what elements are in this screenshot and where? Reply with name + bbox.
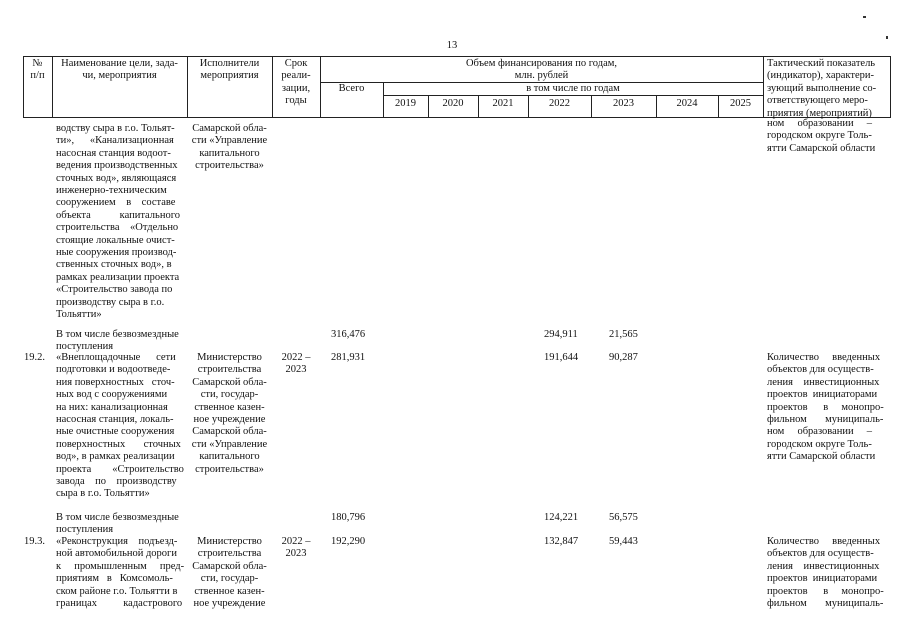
header-year-2021: 2021 — [492, 98, 514, 109]
row-value-2023: 56,575 — [609, 512, 638, 523]
page-number: 13 — [446, 40, 458, 51]
header-including: в том числе по годам — [526, 83, 620, 94]
row-name: «Реконструкция подъезд- ной автомобильной дороги к промышленным пред- приятиям в Комсомоль- ском районе г.о. Тольятти в границах кадастрового — [56, 536, 185, 610]
cont-name: водству сыра в г.о. Тольят- ти», «Канализационная насосная станция водоот- ведения производственных сточных вод», являющаяся инженерно-техническим сооружением в составе объекта капитального строительства «Отдельно стоящие локальные очист- ные сооружения производ- ственных сточных вод», в рамках реализации проекта «Строительство завода по производству сыра в г.о. Тольятти» — [56, 123, 181, 321]
header-name: Наименование цели, зада- чи, мероприятия — [61, 58, 178, 82]
header-year-2023: 2023 — [613, 98, 634, 109]
row-indicator: Количество введенных объектов для осуществ- ления инвестиционных проектов инициаторами проектов в монопро- фильном муниципаль- ном образовании – городском округе Толь- ятти Самарской области — [767, 352, 884, 463]
header-total: Всего — [338, 83, 365, 94]
header-executor: Исполнители мероприятия — [199, 58, 260, 82]
cont-executor: Самарской обла- сти «Управление капитального строительства» — [191, 123, 268, 172]
row-value-2023: 21,565 — [609, 329, 638, 340]
row-total: 281,931 — [331, 352, 366, 363]
header-no: № п/п — [30, 58, 45, 82]
row-number: 19.3. — [24, 536, 45, 547]
row-value-2022: 132,847 — [544, 536, 579, 547]
header-year-2022: 2022 — [549, 98, 570, 109]
row-total: 192,290 — [331, 536, 366, 547]
header-year-2019: 2019 — [395, 98, 416, 109]
header-year-2025: 2025 — [730, 98, 751, 109]
row-value-2023: 59,443 — [609, 536, 638, 547]
cont-indicator: ном образовании – городском округе Толь- ятти Самарской области — [767, 118, 876, 154]
col-border — [763, 56, 764, 118]
row-value-2022: 124,221 — [544, 512, 579, 523]
table-top-border — [23, 56, 891, 57]
row-name: «Внеплощадочные сети подготовки и водоотведе- ния поверхностных сточ- ных вод с сооружениями на них: канализационная насосная станция, локаль- ные очистные сооружения поверхностных сточных вод», в рамках реализации проекта «Строительство завода по производству сыра в г.о. Тольятти» — [56, 352, 184, 500]
row-indicator: Количество введенных объектов для осуществ- ления инвестиционных проектов инициаторами проектов в монопро- фильном муниципаль- — [767, 536, 884, 610]
header-finance: Объем финансирования по годам, млн. рублей — [465, 58, 618, 82]
scan-speck — [863, 16, 866, 18]
scan-speck — [886, 36, 888, 39]
header-year-2024: 2024 — [676, 98, 698, 109]
header-term: Срок реали- зации, годы — [281, 58, 311, 107]
header-bottom-border — [23, 117, 891, 118]
row-executor: Министерство строительства Самарской обла- сти, государ- ственное казен- ное учреждение Самарской обла- сти «Управление капитального строительства» — [191, 352, 268, 475]
row-term: 2022 – 2023 — [281, 536, 311, 560]
row-total: 180,796 — [331, 512, 366, 523]
row-label: В том числе безвозмездные поступления — [56, 512, 179, 536]
row-value-2022: 294,911 — [544, 329, 578, 340]
row-total: 316,476 — [331, 329, 366, 340]
col-border — [890, 56, 891, 118]
header-indicator: Тактический показатель (индикатор), характери- зующий выполнение со- ответствующего меро- приятия (мероприятий) — [767, 58, 877, 119]
row-label: В том числе безвозмездные поступления — [56, 329, 179, 353]
row-executor: Министерство строительства Самарской обла- сти, государ- ственное казен- ное учреждение — [192, 536, 267, 610]
row-value-2022: 191,644 — [544, 352, 579, 363]
row-term: 2022 – 2023 — [281, 352, 311, 376]
row-value-2023: 90,287 — [609, 352, 638, 363]
header-year-2020: 2020 — [442, 98, 464, 109]
row-number: 19.2. — [24, 352, 45, 363]
